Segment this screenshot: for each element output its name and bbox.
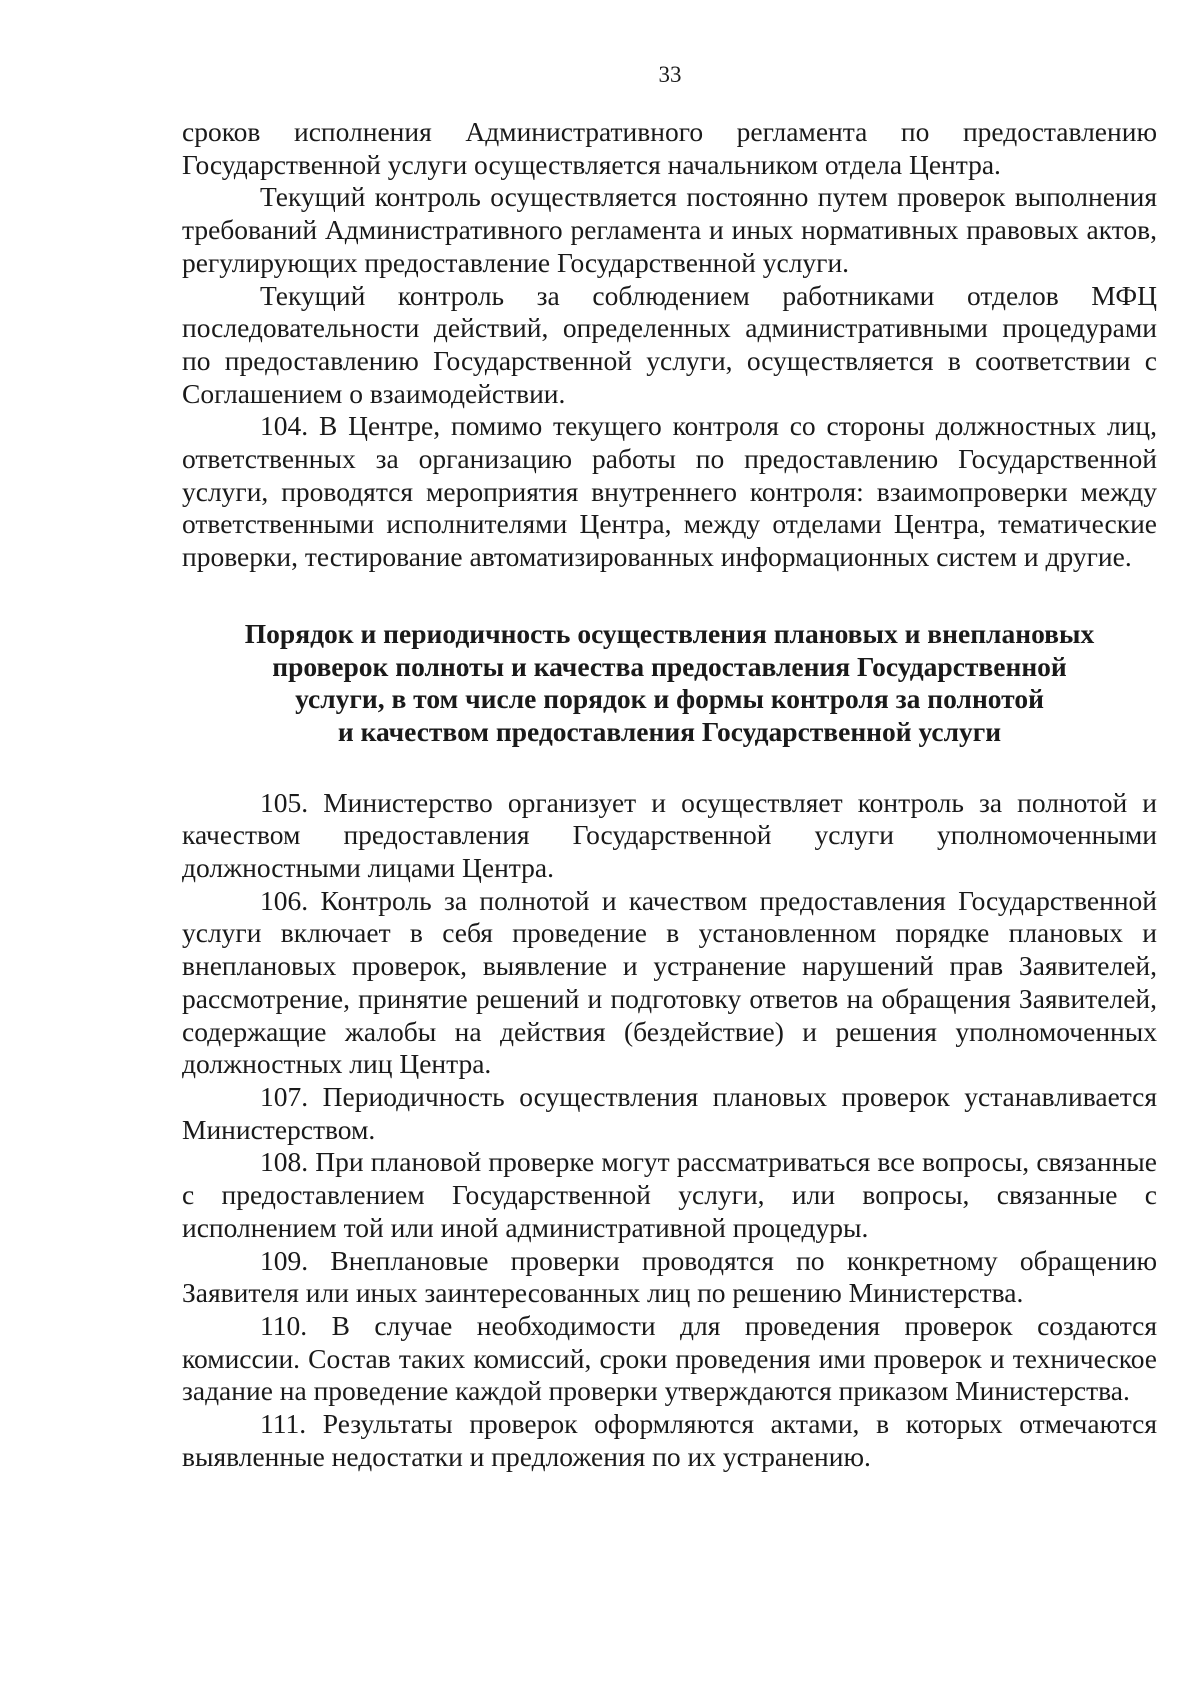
- section-heading-line: услуги, в том числе порядок и формы контроля за полнотой: [295, 683, 1044, 715]
- paragraph-107: 107. Периодичность осуществления плановых проверок устанавливается Министерством.: [182, 1080, 1157, 1145]
- document-body: [182, 116, 1157, 1473]
- paragraph-111: 111. Результаты проверок оформляются актами, в которых отмечаются выявленные недостатки и предложения по их устранению.: [182, 1408, 1157, 1472]
- paragraph-106: 106. Контроль за полнотой и качеством предоставления Государственной услуги включает в себя проведение в установленном порядке плановых и внеплановых проверок, выявление и устранение нарушений прав Заявителей, рассмотрение, принятие решений и подготовку ответов на обращения Заявителей, содержащие жалобы на действия (бездействие) и решения уполномоченных должностных лиц Центра.: [182, 884, 1157, 1080]
- section-heading-line: проверок полноты и качества предоставления Государственной: [272, 650, 1067, 682]
- paragraph-current-control: Текущий контроль осуществляется постоянно путем проверок выполнения требований Административного регламента и иных нормативных правовых актов, регулирующих предоставление Государственной услуги.: [182, 181, 1157, 278]
- paragraph-105: 105. Министерство организует и осуществляет контроль за полнотой и качеством предоставления Государственной услуги уполномоченными должностными лицами Центра.: [182, 786, 1157, 884]
- paragraph-mfc-control: Текущий контроль за соблюдением работниками отделов МФЦ последовательности действий, определенных административными процедурами по предоставлению Государственной услуги, осуществляется в соответствии с Соглашением о взаимодействии.: [182, 279, 1157, 409]
- paragraph-104: 104. В Центре, помимо текущего контроля со стороны должностных лиц, ответственных за организацию работы по предоставлению Государственной услуги, проводятся мероприятия внутреннего контроля: взаимопроверки между ответственными исполнителями Центра, между отделами Центра, тематические проверки, тестирование автоматизированных информационных систем и другие.: [182, 410, 1157, 573]
- section-heading-line: и качеством предоставления Государственной услуги: [337, 715, 1002, 747]
- section-heading-line: Порядок и периодичность осуществления плановых и внеплановых: [244, 617, 1095, 649]
- paragraph-continued: сроков исполнения Административного регламента по предоставлению Государственной услуги осуществляется начальником отдела Центра.: [182, 116, 1157, 180]
- section-heading: [182, 618, 1157, 749]
- paragraph-109: 109. Внеплановые проверки проводятся по конкретному обращению Заявителя или иных заинтересованных лиц по решению Министерства.: [182, 1244, 1157, 1309]
- paragraph-108: 108. При плановой проверке могут рассматриваться все вопросы, связанные с предоставлением Государственной услуги, или вопросы, связанные с исполнением той или иной административной процедуры.: [182, 1146, 1157, 1243]
- paragraph-110: 110. В случае необходимости для проведения проверок создаются комиссии. Состав таких комиссий, сроки проведения ими проверок и техническое задание на проведение каждой проверки утверждаются приказом Министерства.: [182, 1309, 1157, 1407]
- page-number: 33: [658, 62, 682, 87]
